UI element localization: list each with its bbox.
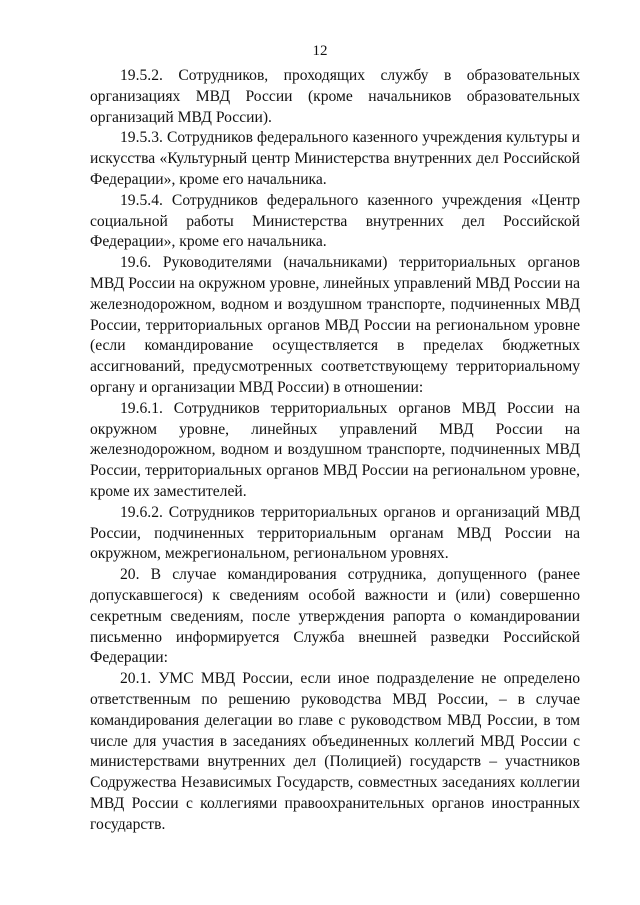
paragraph-20: 20. В случае командирования сотрудника, допущенного (ранее допускавшегося) к сведениям особой важности и (или) совершенно секретным сведениям, после утверждения рапорта о командировании письменно информируется Служба внешней разведки Российской Федерации: xyxy=(90,566,580,667)
paragraph-19-5-2: 19.5.2. Сотрудников, проходящих службу в образовательных организациях МВД России (кроме начальников образовательных организаций МВД России). xyxy=(90,67,580,126)
document-body xyxy=(90,66,580,835)
page-number: 12 xyxy=(312,43,328,59)
paragraph-19-5-4: 19.5.4. Сотрудников федерального казенного учреждения «Центр социальной работы Министерства внутренних дел Российской Федерации», кроме его начальника. xyxy=(90,191,580,251)
paragraph-19-5-3: 19.5.3. Сотрудников федерального казенного учреждения культуры и искусства «Культурный центр Министерства внутренних дел Российской Федерации», кроме его начальника. xyxy=(90,129,580,188)
paragraph-19-6: 19.6. Руководителями (начальниками) территориальных органов МВД России на окружном уровне, линейных управлений МВД России на железнодорожном, водном и воздушном транспорте, подчиненных МВД России, территориальных органов МВД России на региональном уровне (если командирование осуществляется в пределах бюджетных ассигнований, предусмотренных соответствующему территориальному органу и организации МВД России) в отношении: xyxy=(90,254,580,396)
paragraph-20-1: 20.1. УМС МВД России, если иное подразделение не определено ответственным по решению руководства МВД России, – в случае командирования делегации во главе с руководством МВД России, в том числе для участия в заседаниях объединенных коллегий МВД России с министерствами внутренних дел (Полицией) государств – участников Содружества Независимых Государств, совместных заседаниях коллегии МВД России с коллегиями правоохранительных органов иностранных государств. xyxy=(90,670,580,833)
paragraph-19-6-2: 19.6.2. Сотрудников территориальных органов и организаций МВД России, подчиненных территориальным органам МВД России на окружном, межрегиональном, региональном уровнях. xyxy=(90,503,580,563)
paragraph-19-6-1: 19.6.1. Сотрудников территориальных органов МВД России на окружном уровне, линейных управлений МВД России на железнодорожном, водном и воздушном транспорте, подчиненных МВД России, территориальных органов МВД России на региональном уровне, кроме их заместителей. xyxy=(90,399,580,500)
